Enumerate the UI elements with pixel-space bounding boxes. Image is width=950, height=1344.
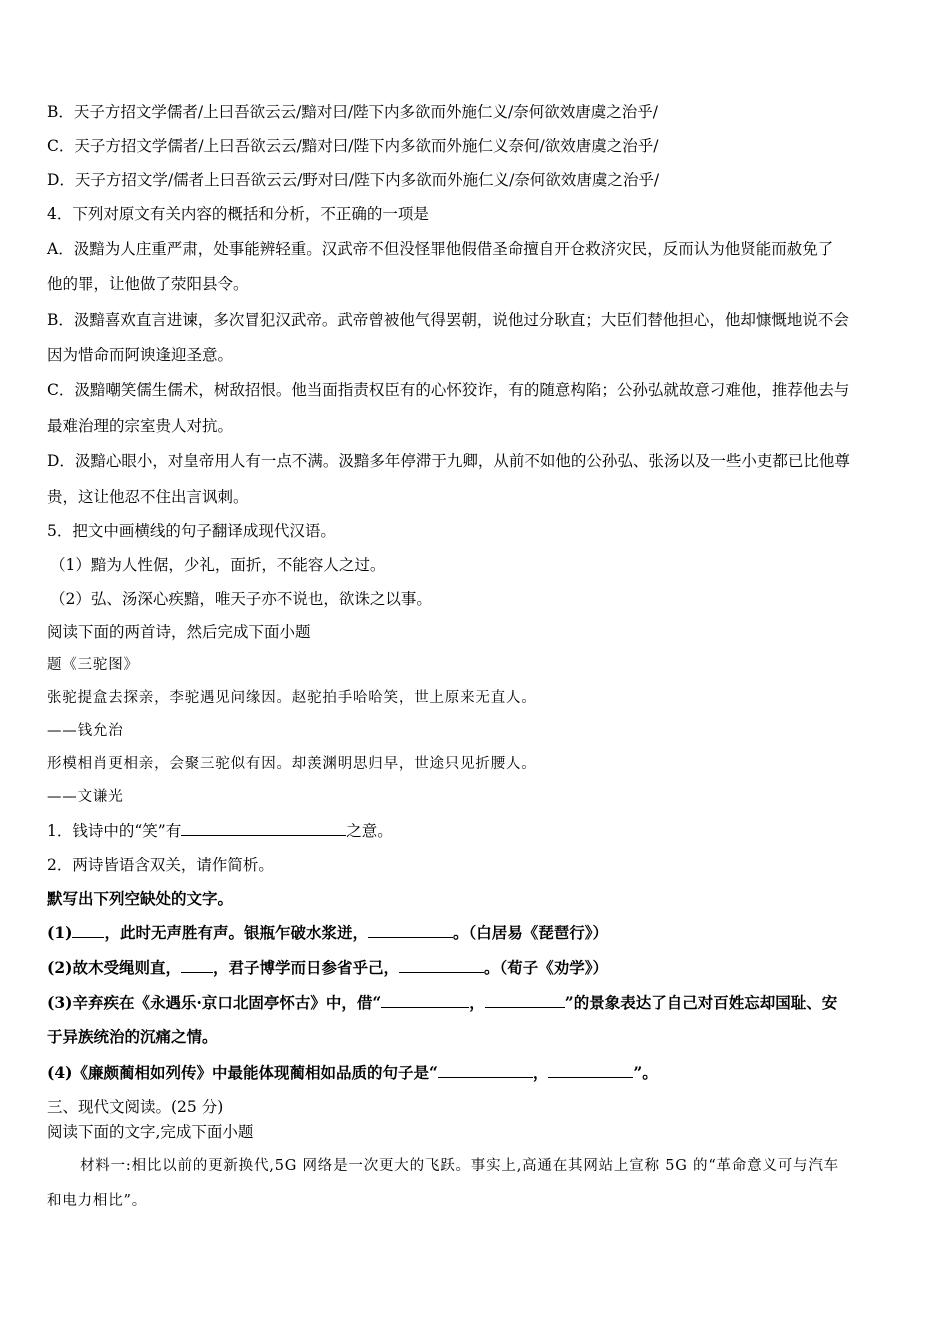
poem-question-1	[47, 820, 393, 841]
item-number: (1)	[47, 923, 73, 942]
q5-sentence-2: （2）弘、汤深心疾黯，唯天子亦不说也，欲诛之以事。	[50, 590, 432, 608]
dictation-item-3-line1	[47, 992, 837, 1013]
q4-option-b-line2: 因为惜命而阿谀逢迎圣意。	[47, 346, 234, 364]
poem-question-2: 2．两诗皆语含双关，请作简析。	[47, 856, 274, 874]
dictation-item-2	[47, 957, 608, 978]
q5-sentence-1: （1）黯为人性倨，少礼，面折，不能容人之过。	[50, 556, 386, 574]
poem-q1-prefix: 1．钱诗中的“笑”有	[47, 822, 182, 840]
q3-option-b: B．天子方招文学儒者/上曰吾欲云云/黯对曰/陛下内多欲而外施仁义/奈何欲效唐虞之治乎/	[47, 103, 659, 121]
answer-blank[interactable]	[368, 922, 453, 938]
answer-blank[interactable]	[181, 820, 346, 836]
q4-option-c-line2: 最难治理的宗室贵人对抗。	[47, 417, 234, 435]
material-1-line2: 和电力相比”。	[47, 1193, 148, 1209]
item-text: ”。	[633, 1063, 658, 1082]
item-text: (3)辛弃疾在《永遇乐·京口北固亭怀古》中，借“	[47, 993, 382, 1012]
section-3-heading: 三、现代文阅读。(25 分)	[47, 1098, 224, 1116]
answer-blank[interactable]	[399, 957, 484, 973]
item-text: ”的景象表达了自己对百姓忘却国耻、安	[564, 993, 838, 1012]
q5-stem: 5．把文中画横线的句子翻译成现代汉语。	[47, 522, 336, 540]
q4-option-b-line1: B．汲黯喜欢直言进谏，多次冒犯汉武帝。武帝曾被他气得罢朝，说他过分耿直；大臣们替他担心，他却慷慨地说不会	[47, 311, 849, 329]
q4-stem: 4．下列对原文有关内容的概括和分析，不正确的一项是	[47, 205, 429, 223]
poem-1-author: ——钱允治	[47, 723, 124, 739]
q4-option-a-line1: A．汲黯为人庄重严肃，处事能辨轻重。汉武帝不但没怪罪他假借圣命擅自开仓救济灾民，反而认为他贤能而赦免了	[47, 240, 834, 258]
dictation-item-4	[47, 1062, 658, 1083]
item-text: ，	[532, 1063, 549, 1082]
item-text: (4)《廉颇蔺相如列传》中最能体现蔺相如品质的句子是“	[47, 1063, 438, 1082]
answer-blank[interactable]	[72, 922, 104, 938]
answer-blank[interactable]	[548, 1062, 633, 1078]
poem-title: 题《三驼图》	[47, 657, 139, 673]
section-3-intro: 阅读下面的文字,完成下面小题	[47, 1123, 254, 1141]
q4-option-a-line2: 他的罪，让他做了荥阳县令。	[47, 275, 249, 293]
answer-blank[interactable]	[438, 1062, 533, 1078]
poem-2-text: 形模相肖更相亲，会聚三驼似有因。却羡渊明思归早，世途只见折腰人。	[47, 756, 537, 772]
item-source: 。（白居易《琵琶行》）	[452, 923, 608, 942]
item-text: ，此时无声胜有声。银瓶乍破水浆迸，	[104, 923, 368, 942]
poem-q1-suffix: 之意。	[346, 822, 393, 840]
answer-blank[interactable]	[485, 992, 565, 1008]
q4-option-d-line2: 贵，这让他忍不住出言讽刺。	[47, 488, 249, 506]
q3-option-c: C．天子方招文学儒者/上曰吾欲云云/黯对曰/陛下内多欲而外施仁义奈何/欲效唐虞之治乎/	[47, 137, 659, 155]
q4-option-c-line1: C．汲黯嘲笑儒生儒术，树敌招恨。他当面指责权臣有的心怀狡诈，有的随意构陷；公孙弘就故意刁难他，推荐他去与	[47, 381, 850, 399]
item-text: ，	[469, 993, 485, 1012]
q4-option-d-line1: D．汲黯心眼小，对皇帝用人有一点不满。汲黯多年停滞于九卿，从前不如他的公孙弘、张汤以及一些小吏都已比他尊	[47, 452, 850, 470]
item-source: 。（荀子《劝学》）	[483, 958, 608, 977]
poem-1-text: 张驼提盒去探亲，李驼遇见问缘因。赵驼拍手哈哈笑，世上原来无直人。	[47, 690, 537, 706]
dictation-heading: 默写出下列空缺处的文字。	[47, 889, 234, 908]
item-text: (2)故木受绳则直，	[47, 958, 181, 977]
answer-blank[interactable]	[381, 992, 469, 1008]
dictation-item-3-line2: 于异族统治的沉痛之情。	[47, 1027, 218, 1046]
poem-intro: 阅读下面的两首诗，然后完成下面小题	[47, 623, 311, 641]
item-text: ，君子博学而日参省乎己，	[212, 958, 399, 977]
material-1-line1: 材料一:相比以前的更新换代,5G 网络是一次更大的飞跃。事实上,高通在其网站上宣称 5G 的“革命意义可与汽车	[80, 1158, 839, 1174]
dictation-item-1	[47, 922, 608, 943]
poem-2-author: ——文谦光	[47, 789, 124, 805]
q3-option-d: D．天子方招文学/儒者上曰吾欲云云/野对曰/陛下内多欲而外施仁义/奈何欲效唐虞之治乎/	[47, 171, 660, 189]
answer-blank[interactable]	[181, 957, 213, 973]
